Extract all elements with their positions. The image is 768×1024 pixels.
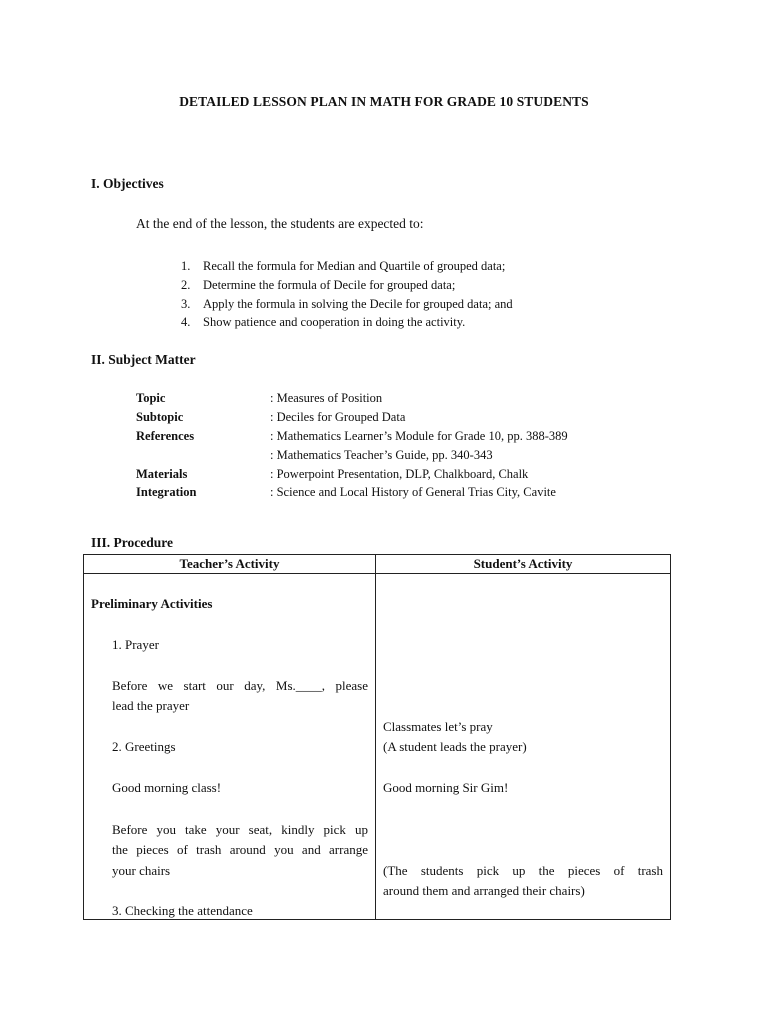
list-number: 3.: [181, 296, 191, 311]
attendance-heading: 3. Checking the attendance: [112, 903, 253, 918]
teacher-text: Before we start our day, Ms.____, please: [112, 678, 368, 693]
list-number: 4.: [181, 315, 191, 330]
objectives-heading: I. Objectives: [91, 176, 164, 191]
teacher-text: the pieces of trash around you and arrange: [112, 842, 368, 857]
subject-value: : Science and Local History of General Trias City, Cavite: [270, 485, 556, 500]
student-text: Classmates let’s pray: [383, 719, 493, 734]
list-number: 2.: [181, 277, 191, 292]
subject-matter-heading: II. Subject Matter: [91, 352, 196, 367]
table-header-row: [84, 555, 671, 574]
subject-value: : Powerpoint Presentation, DLP, Chalkboard, Chalk: [270, 466, 529, 481]
subject-value: : Mathematics Teacher’s Guide, pp. 340-343: [270, 447, 493, 462]
teacher-activity-cell: [84, 574, 376, 920]
greetings-heading: 2. Greetings: [112, 739, 176, 754]
list-item: [181, 295, 513, 314]
list-text: Apply the formula in solving the Decile for grouped data; and: [203, 296, 513, 311]
list-text: Show patience and cooperation in doing the activity.: [203, 315, 466, 330]
student-activity-cell: [376, 574, 671, 920]
column-header-student: Student’s Activity: [376, 555, 671, 574]
list-text: Recall the formula for Median and Quartile of grouped data;: [203, 259, 506, 273]
subject-key: Integration: [136, 485, 197, 500]
subject-value: : Measures of Position: [270, 391, 383, 405]
objectives-intro: At the end of the lesson, the students are expected to:: [136, 216, 424, 231]
procedure-heading: III. Procedure: [91, 535, 173, 550]
teacher-text: your chairs: [112, 863, 171, 878]
teacher-text: Before you take your seat, kindly pick up: [112, 822, 368, 837]
subject-value: : Deciles for Grouped Data: [270, 409, 406, 424]
table-row: [84, 574, 671, 920]
document-title: DETAILED LESSON PLAN IN MATH FOR GRADE 10 STUDENTS: [179, 94, 589, 109]
list-item: [181, 276, 513, 295]
teacher-text: Good morning class!: [112, 780, 222, 795]
list-item: [181, 257, 513, 276]
subject-key: Topic: [136, 391, 166, 405]
subject-key: References: [136, 428, 195, 443]
objectives-list: [181, 257, 513, 332]
column-header-teacher: Teacher’s Activity: [84, 555, 376, 574]
student-text: Good morning Sir Gim!: [383, 780, 509, 795]
preliminary-heading: Preliminary Activities: [91, 596, 213, 611]
list-number: 1.: [181, 259, 191, 273]
subject-key: Subtopic: [136, 409, 184, 424]
student-text: (The students pick up the pieces of trash: [383, 863, 663, 878]
list-text: Determine the formula of Decile for grouped data;: [203, 277, 456, 292]
subject-value: : Mathematics Learner’s Module for Grade 10, pp. 388-389: [270, 428, 568, 443]
procedure-table: [83, 554, 671, 920]
prayer-heading: 1. Prayer: [112, 637, 159, 652]
list-item: [181, 313, 513, 332]
student-text: around them and arranged their chairs): [383, 883, 585, 898]
subject-key: Materials: [136, 466, 188, 481]
student-text: (A student leads the prayer): [383, 739, 527, 754]
teacher-text: lead the prayer: [112, 698, 190, 713]
